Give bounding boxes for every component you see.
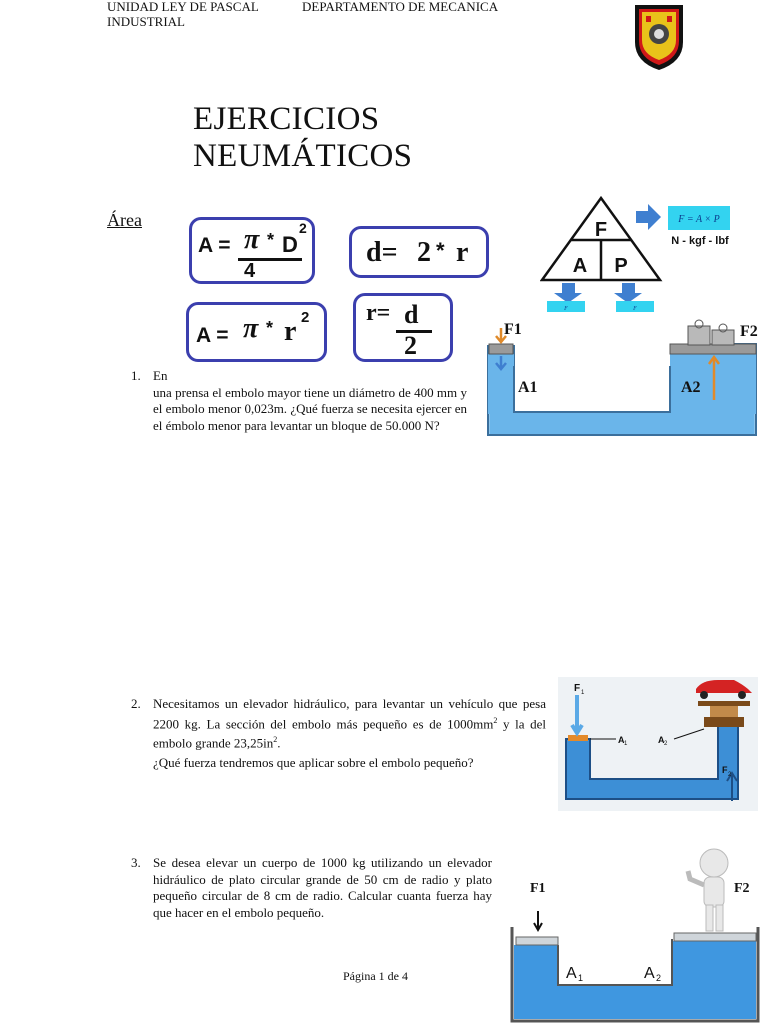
formula-variable: D (282, 232, 298, 257)
formula-area-diameter (189, 217, 315, 284)
label-a1-sub: 1 (624, 741, 628, 747)
formula-lhs: A = (198, 234, 231, 257)
exercise-2-question: ¿Qué fuerza tendremos que aplicar sobre el embolo pequeño? (153, 755, 474, 771)
formula-denominator: 2 (404, 331, 417, 360)
triangle-pressure: P (614, 255, 628, 277)
formula-variable: r (284, 316, 297, 347)
exercise-1-first-word: En (153, 368, 168, 383)
label-f2: F2 (734, 881, 750, 896)
exercise-3-text: Se desea elevar un cuerpo de 1000 kg utilizando un elevador hidráulico de plato circular grande de 50 cm de radio y plato pequeño circular de 8 cm de radio. Calcular cuanta fuerza hay que hacer en el embolo pequeño. (153, 855, 492, 920)
formula-lhs: A = (196, 324, 229, 347)
multiply-symbol: * (266, 318, 274, 338)
formula-lhs: r= (366, 300, 391, 326)
title-line2: NEUMÁTICOS (193, 138, 413, 174)
arrow-down-icon (614, 283, 642, 303)
triangle-formula: F = A × P (678, 214, 720, 225)
exercise-1-text (153, 368, 467, 434)
section-label-area: Área (107, 210, 142, 230)
force-area-pressure-triangle (540, 195, 740, 317)
formula-numerator: d (404, 300, 419, 329)
label-a2-sub: 2 (664, 741, 668, 747)
page-title (193, 101, 412, 175)
formula-number: 2 (417, 237, 431, 268)
arrow-right-icon (636, 204, 661, 230)
exercise-2-number: 2. (131, 696, 141, 711)
hydraulic-press-diagram-1 (484, 316, 760, 440)
school-shield-logo (632, 2, 686, 72)
label-a1: A (566, 965, 577, 982)
label-a1: A1 (518, 379, 538, 396)
school-name (107, 0, 259, 29)
exercise-2-text (153, 696, 546, 772)
arrow-down-icon (554, 283, 582, 303)
result-right-text: F (633, 306, 637, 312)
pi-symbol: π (243, 313, 259, 344)
hydraulic-press-diagram-3 (508, 845, 764, 1024)
pi-symbol: π (244, 224, 260, 255)
formula-exponent: 2 (299, 220, 307, 236)
label-a2-sub: 2 (656, 973, 662, 983)
school-name-line1: UNIDAD LEY DE PASCAL (107, 0, 259, 14)
label-f2: F2 (740, 323, 758, 340)
exercise-3-number: 3. (131, 855, 141, 870)
formula-variable: r (456, 237, 469, 268)
triangle-force: F (594, 219, 608, 241)
exercise-1-number: 1. (131, 368, 141, 383)
multiply-symbol: * (267, 230, 275, 250)
hydraulic-press-diagram-2 (558, 677, 758, 811)
label-a2: A (644, 965, 655, 982)
force-arrow-icon (534, 911, 542, 930)
formula-denominator: 4 (244, 260, 256, 282)
multiply-symbol: * (436, 238, 445, 263)
exercise-1-body: una prensa el embolo mayor tiene un diámetro de 400 mm y el embolo menor 0,023m. ¿Qué fuerza se necesita ejercer en el émbolo menor para levantar un bloque de 50.000 N? (153, 384, 467, 433)
exercise-2-body: Necesitamos un elevador hidráulico, para levantar un vehículo que pesa 2200 kg. La sección del embolo más pequeño es de $1000mm^2$ y la del embolo grande $23,25in^2$. (153, 696, 546, 751)
label-a1-sub: 1 (578, 973, 584, 983)
label-a2: A2 (681, 379, 701, 396)
label-f1: F1 (504, 321, 522, 338)
label-f2: F (722, 765, 728, 775)
school-name-line2: INDUSTRIAL (107, 14, 185, 29)
label-f1-sub: 1 (581, 690, 585, 696)
result-left-text: F (564, 306, 568, 312)
label-a1: A (618, 735, 625, 745)
formula-area-radius (186, 302, 327, 362)
formula-diameter-radius (349, 226, 489, 278)
title-line1: EJERCICIOS (193, 101, 380, 137)
page-number: Página 1 de 4 (343, 969, 408, 983)
department-name: DEPARTAMENTO DE MECANICA (302, 0, 499, 14)
formula-radius-diameter (353, 293, 453, 362)
formula-lhs: d= (366, 237, 398, 268)
label-a2: A (658, 735, 665, 745)
triangle-area: A (572, 255, 588, 277)
label-f2-sub: 2 (728, 772, 732, 778)
units-label: N - kgf - lbf (671, 235, 729, 247)
formula-exponent: 2 (301, 309, 310, 326)
label-f1: F (574, 683, 581, 694)
label-f1: F1 (530, 881, 546, 896)
